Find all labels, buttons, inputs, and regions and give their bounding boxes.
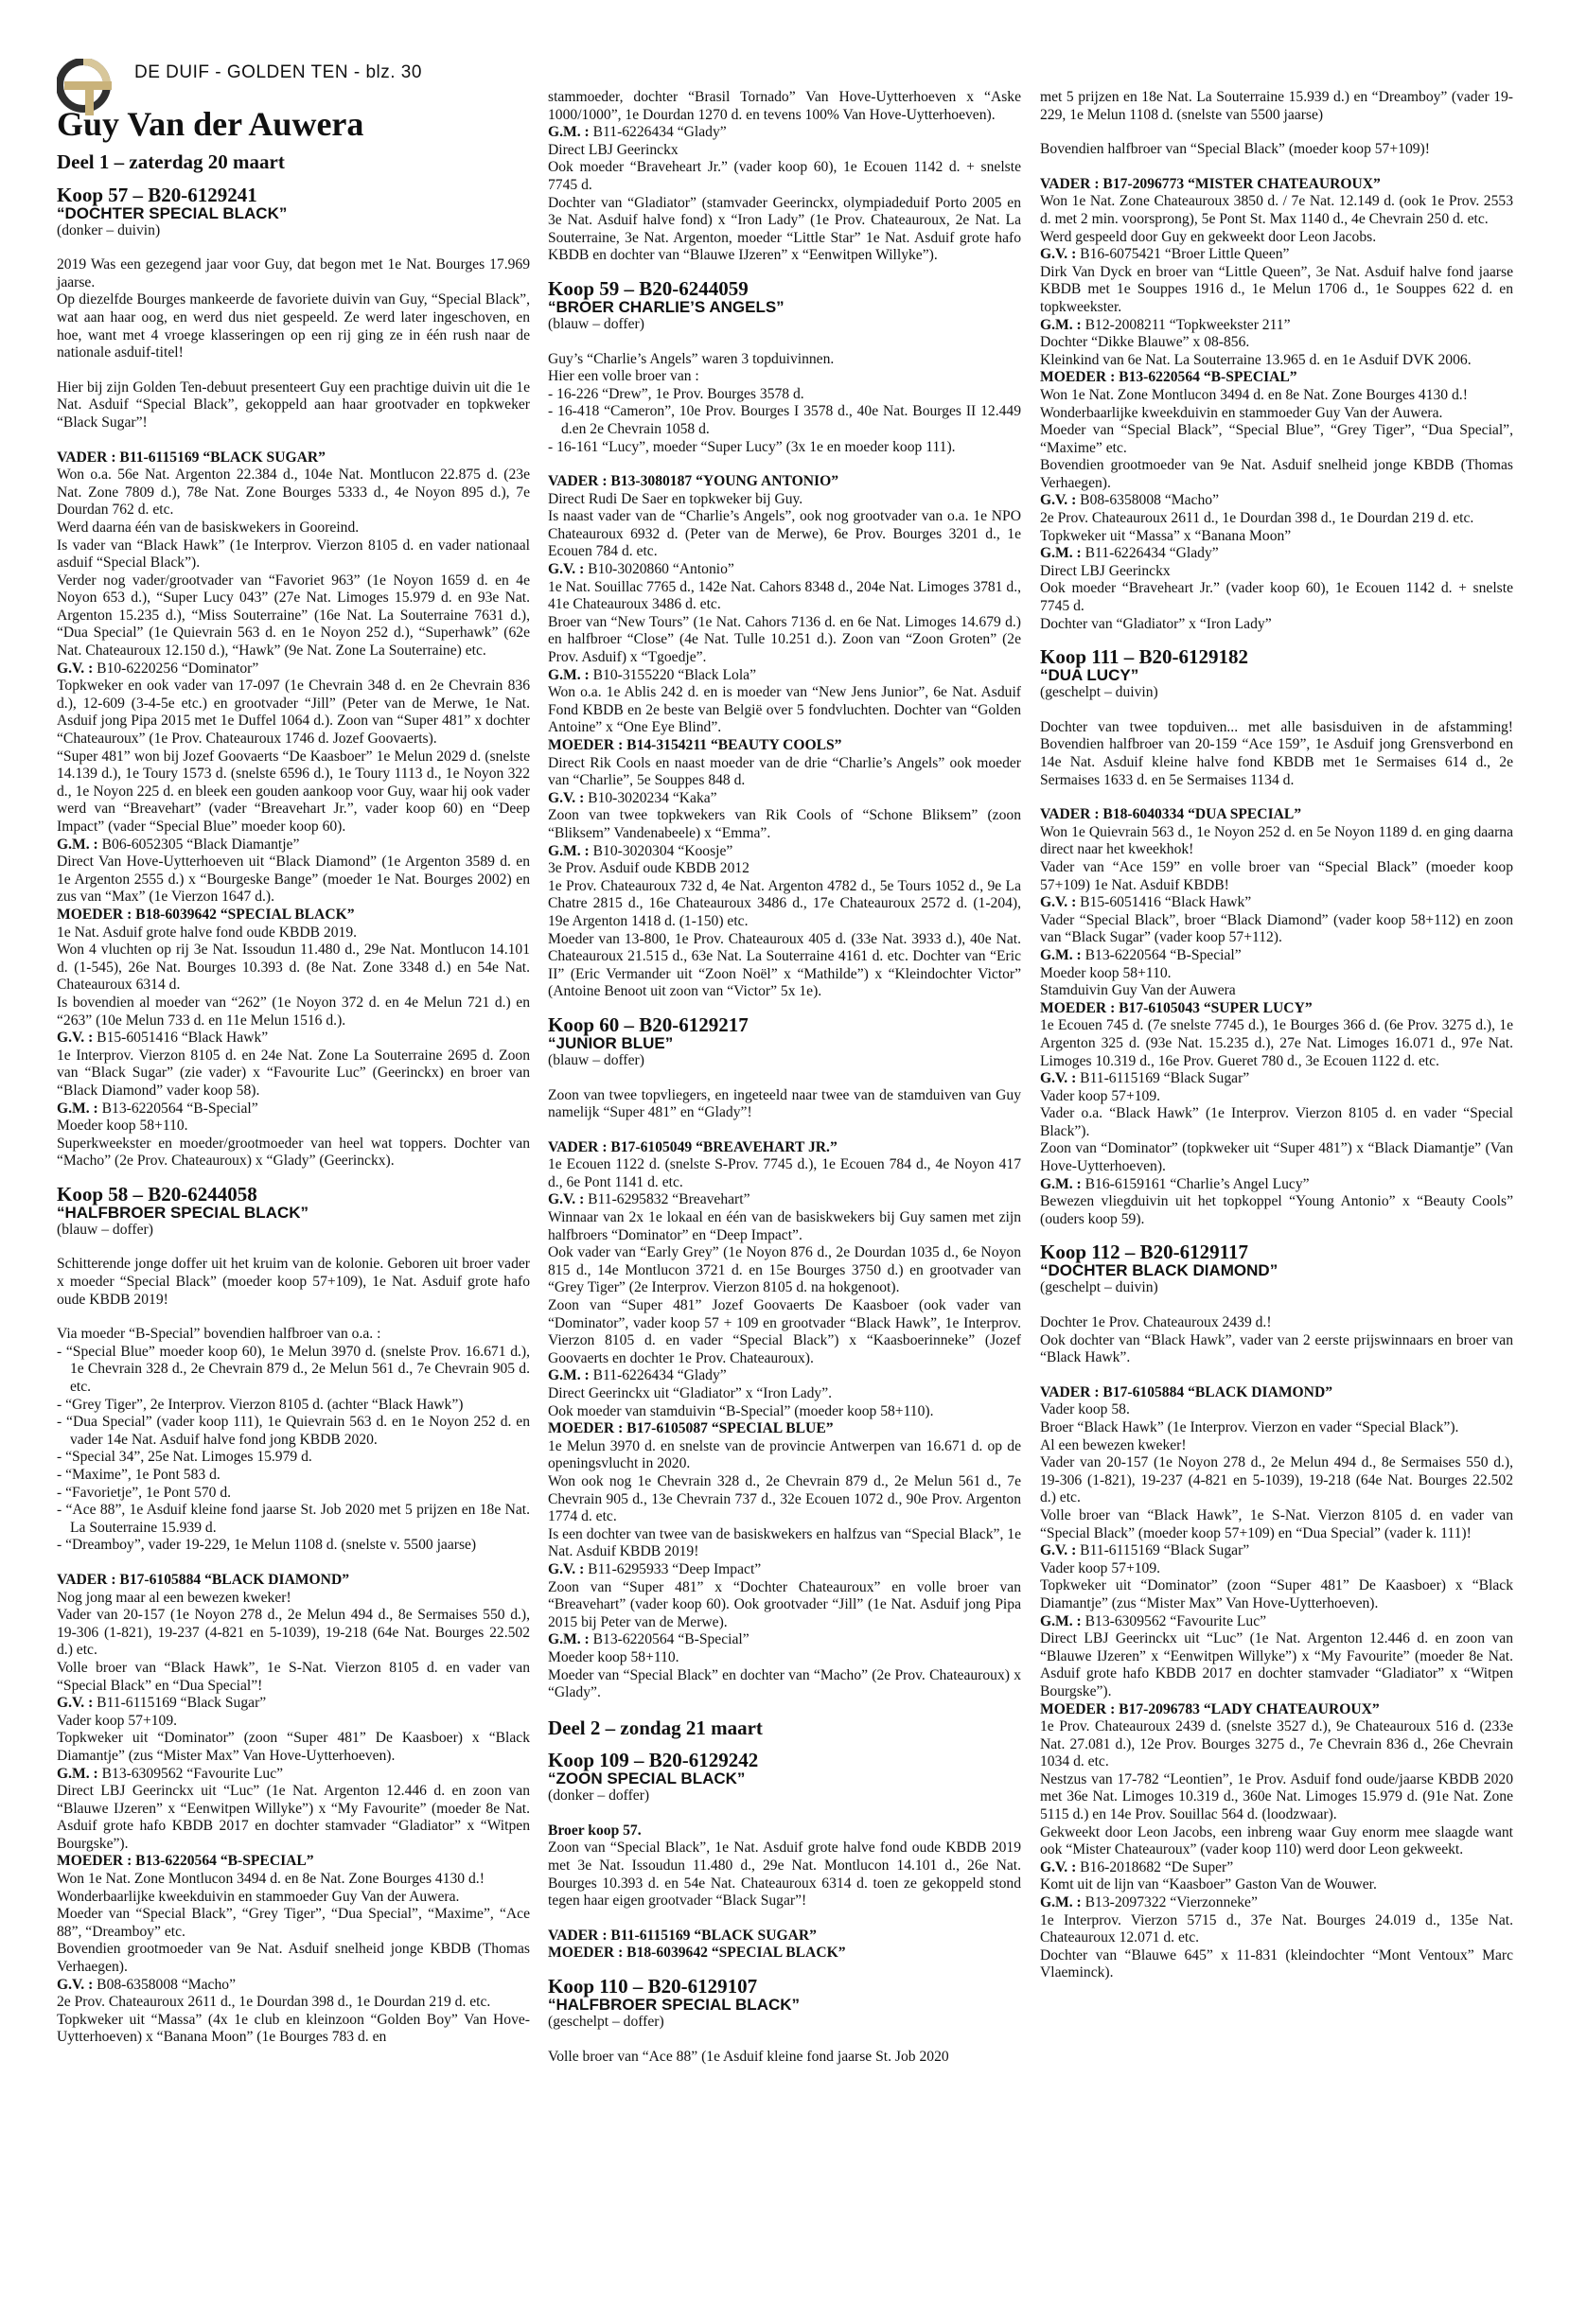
- lot-title: Koop 110 – B20-6129107: [548, 1975, 758, 1998]
- lot-name: “DOCHTER BLACK DIAMOND”: [1040, 1261, 1278, 1280]
- paragraph: 2019 Was een gezegend jaar voor Guy, dat begon met 1e Nat. Bourges 17.969 jaarse.: [57, 256, 530, 290]
- paragraph: Dochter van twee topduiven... met alle basisduiven in de afstamming! Bovendien halfbroer van 20-159 “Ace 159”, 1e Asduif jong Grensverbond en 14e Nat. Asduif kleine halve fond KBDB met 1e Sermaises 614 d., 2e Sermaises 1633 d. en 5e Sermaises 1134 d.: [1040, 718, 1513, 788]
- paragraph: Nestzus van 17-782 “Leontien”, 1e Prov. Asduif fond oude/jaarse KBDB 2020 met 36e Nat. Limoges 10.319 d., 360e Nat. Limoges 15.979 d. (91e Nat. Zone 5115 d.) en 14e Prov. Souillac 564 d. (loodzwaar).: [1040, 1770, 1513, 1823]
- lot-name: “JUNIOR BLUE”: [548, 1033, 674, 1052]
- grandsire-label: G.V. :: [548, 1560, 585, 1577]
- granddam-value: B13-6220564 “B-Special”: [97, 1100, 258, 1117]
- list-item: - “Dua Special” (vader koop 111), 1e Quievrain 563 d. en 1e Noyon 252 d. en vader 14e Nat. Asduif halve fond jong KBDB 2020.: [57, 1414, 530, 1448]
- paragraph: Hier een volle broer van :: [548, 368, 699, 385]
- pedigree-line: [548, 124, 1021, 142]
- pedigree-line: [1040, 317, 1513, 335]
- paragraph: Vader van 20-157 (1e Noyon 278 d., 2e Melun 494 d., 8e Sermaises 550 d.), 19-306 (1-821), 19-237 (4-821 en 5-1039), 19-218 (64e Nat. Bourges 22.502 d.) etc.: [57, 1607, 530, 1659]
- magazine-header: DE DUIF - GOLDEN TEN - blz. 30: [134, 62, 422, 82]
- paragraph: Wonderbaarlijke kweekduivin en stammoeder Guy Van der Auwera.: [57, 1888, 460, 1905]
- pedigree-line: [1040, 1542, 1513, 1560]
- grandsire-value: B11-6115169 “Black Sugar”: [1076, 1070, 1250, 1087]
- paragraph: Stamduivin Guy Van der Auwera: [1040, 982, 1236, 999]
- granddam-value: B13-2097322 “Vierzonneke”: [1081, 1894, 1258, 1911]
- paragraph: Gekweekt door Leon Jacobs, een inbreng waar Guy enorm mee slaagde want ook “Mister Chateauroux” (vader koop 110) werd door Leon gekweekt.: [1040, 1823, 1513, 1858]
- paragraph: Vader koop 57+109.: [1040, 1559, 1161, 1576]
- grandsire-label: G.V. :: [548, 561, 585, 578]
- paragraph: Hier bij zijn Golden Ten-debuut presenteert Guy een prachtige duivin uit die 1e Nat. Asduif “Special Black”, gekoppeld aan haar grootvader en topkweker “Black Sugar”!: [57, 379, 530, 431]
- paragraph: Wonderbaarlijke kweekduivin en stammoeder Guy Van der Auwera.: [1040, 404, 1443, 421]
- pedigree-line: [57, 1030, 530, 1048]
- paragraph: Dirk Van Dyck en broer van “Little Queen”, 3e Nat. Asduif halve fond jaarse KBDB met 1e Souppes 1916 d., 1e Melun 1706 d., 1e Souppes 622 d. en topkweekster.: [1040, 263, 1513, 315]
- lot-name: “BROER CHARLIE’S ANGELS”: [548, 297, 785, 316]
- paragraph: Bovendien grootmoeder van 9e Nat. Asduif snelheid jonge KBDB (Thomas Verhaegen).: [57, 1941, 530, 1976]
- paragraph: Direct Rik Cools en naast moeder van de drie “Charlie’s Angels” ook moeder van “Charlie”, 5e Souppes 848 d.: [548, 754, 1021, 789]
- paragraph: Won 1e Quievrain 563 d., 1e Noyon 252 d. en 5e Noyon 1189 d. en ging daarna direct naar het kweekhok!: [1040, 823, 1513, 858]
- list-item: - “Favorietje”, 1e Pont 570 d.: [57, 1484, 232, 1501]
- paragraph: 1e Ecouen 745 d. (7e snelste 7745 d.), 1e Bourges 366 d. (6e Prov. 3275 d.), 1e Argenton 325 d. (93e Nat. 15.235 d.), 27e Nat. Limoges 16.071 d., 97e Nat. Limoges 10.319 d., 16e Prov. Gueret 780 d., 3e Ecouen 1122 d. etc.: [1040, 1017, 1513, 1069]
- paragraph: Moeder koop 58+110.: [1040, 964, 1172, 981]
- paragraph: Verder nog vader/grootvader van “Favoriet 963” (1e Noyon 1659 d. en 4e Noyon 653 d.), “Super Lucy 043” (27e Nat. Limoges 15.979 d. en 93e Nat. Argenton 15.235 d.), “Miss Souterraine” (16e Nat. La Souterraine 7631 d.), “Dua Special” (1e Quievrain 563 d. en 1e Noyon 252 d.), “Superhawk” (62e Nat. Chateauroux 12.150 d.), “Hawk” (9e Nat. Zone La Souterraine) etc.: [57, 572, 530, 660]
- pedigree-line: [548, 667, 1021, 685]
- paragraph: Kleinkind van 6e Nat. La Souterraine 13.965 d. en 1e Asduif DVK 2006.: [1040, 351, 1472, 368]
- pedigree-line: [57, 1100, 530, 1118]
- paragraph: Dochter van “Gladiator” x “Iron Lady”: [1040, 615, 1272, 632]
- paragraph: Dochter “Dikke Blauwe” x 08-856.: [1040, 334, 1250, 351]
- granddam-label: G.M. :: [1040, 1612, 1082, 1629]
- grandsire-label: G.V. :: [1040, 246, 1077, 263]
- pedigree-line: [1040, 1176, 1513, 1194]
- paragraph: Topkweker uit “Massa” x “Banana Moon”: [1040, 527, 1292, 544]
- paragraph: 1e Melun 3970 d. en snelste van de provincie Antwerpen van 16.671 d. op de openingsvlucht in 2020.: [548, 1437, 1021, 1472]
- sire-heading: VADER : B11-6115169 “BLACK SUGAR”: [57, 449, 326, 466]
- paragraph: Moeder van 13-800, 1e Prov. Chateauroux 405 d. (33e Nat. 3933 d.), 40e Nat. Chateauroux 21.515 d., 63e Nat. La Souterraine 4161 d. etc. Dochter van “Eric II” (Eric Vermander uit “Zoon Noël” x “Mathilde”) x “Kleindochter Victor” (Antoine Benoot uit zoon van “Victor” 5x 1e).: [548, 930, 1021, 1000]
- paragraph: Direct LBJ Geerinckx: [548, 141, 679, 158]
- sire-heading: VADER : B17-6105884 “BLACK DIAMOND”: [57, 1571, 349, 1588]
- paragraph: Direct LBJ Geerinckx uit “Luc” (1e Nat. Argenton 12.446 d. en zoon van “Blauwe IJzeren” x “Eenwitpen Willyke”) x “My Favourite” (moeder 8e Nat. Asduif grote hafo KBDB 2017 en dochter stamvader “Gladiator” x “Witpen Bourgske”).: [57, 1783, 530, 1852]
- paragraph: Ook moeder van stamduivin “B-Special” (moeder koop 58+110).: [548, 1402, 934, 1419]
- paragraph: 1e Interprov. Vierzon 5715 d., 37e Nat. Bourges 24.019 d., 135e Nat. Chateauroux 12.071 d. etc.: [1040, 1911, 1513, 1946]
- granddam-value: B13-6309562 “Favourite Luc”: [1081, 1612, 1267, 1629]
- granddam-label: G.M. :: [1040, 1175, 1082, 1192]
- grandsire-value: B11-6115169 “Black Sugar”: [93, 1695, 267, 1712]
- dam-heading: MOEDER : B13-6220564 “B-SPECIAL”: [57, 1853, 314, 1870]
- lot-description: (blauw – doffer): [548, 315, 644, 332]
- list-item: - “Dreamboy”, vader 19-229, 1e Melun 1108 d. (snelste v. 5500 jaarse): [57, 1537, 477, 1554]
- paragraph: Volle broer van “Ace 88” (1e Asduif kleine fond jaarse St. Job 2020: [548, 2048, 949, 2065]
- grandsire-label: G.V. :: [548, 789, 585, 806]
- paragraph: 1e Ecouen 1122 d. (snelste S-Prov. 7745 d.), 1e Ecouen 784 d., 4e Noyon 417 d., 6e Pont 1141 d. etc.: [548, 1156, 1021, 1190]
- granddam-value: B10-3020304 “Koosje”: [589, 842, 733, 859]
- paragraph: Zoon van twee topvliegers, en ingeteeld naar twee van de stamduiven van Guy namelijk “Super 481” en “Glady”!: [548, 1086, 1021, 1121]
- granddam-label: G.M. :: [1040, 545, 1082, 562]
- grandsire-label: G.V. :: [57, 660, 94, 677]
- column-3: [1040, 89, 1513, 1982]
- paragraph: Direct Geerinckx uit “Gladiator” x “Iron Lady”.: [548, 1385, 833, 1401]
- lot-title: Koop 112 – B20-6129117: [1040, 1241, 1248, 1264]
- lot-description: (donker – duivin): [57, 221, 161, 238]
- granddam-value: B06-6052305 “Black Diamantje”: [97, 836, 300, 853]
- pedigree-line: [548, 561, 1021, 579]
- paragraph: 2e Prov. Chateauroux 2611 d., 1e Dourdan 398 d., 1e Dourdan 219 d. etc.: [1040, 510, 1474, 527]
- paragraph: 1e Nat. Souillac 7765 d., 142e Nat. Cahors 8348 d., 204e Nat. Limoges 3781 d., 41e Chateauroux 3486 d. etc.: [548, 578, 1021, 613]
- pedigree-line: [1040, 947, 1513, 965]
- paragraph: Volle broer van “Black Hawk”, 1e S-Nat. Vierzon 8105 d. en vader van “Special Black” en “Dua Special”!: [57, 1659, 530, 1694]
- sire-heading: VADER : B17-6105884 “BLACK DIAMOND”: [1040, 1383, 1332, 1400]
- paragraph: 1e Prov. Chateauroux 2439 d. (snelste 3527 d.), 9e Chateauroux 516 d. (233e Nat. 27.081 d.), 12e Prov. Bourges 3275 d., 7e Chevrain 836 d., 26e Chevrain 1034 d. etc.: [1040, 1718, 1513, 1770]
- pedigree-line: [548, 790, 1021, 808]
- grandsire-label: G.V. :: [1040, 1070, 1077, 1087]
- granddam-label: G.M. :: [1040, 1894, 1082, 1911]
- list-item: - “Special 34”, 25e Nat. Limoges 15.979 d.: [57, 1449, 312, 1466]
- grandsire-label: G.V. :: [57, 1030, 94, 1047]
- paragraph: Moeder van “Special Black”, “Special Blue”, “Grey Tiger”, “Dua Special”, “Maxime” etc.: [1040, 422, 1513, 456]
- sire-heading: VADER : B13-3080187 “YOUNG ANTONIO”: [548, 473, 838, 490]
- granddam-value: B13-6220564 “B-Special”: [1081, 946, 1242, 963]
- granddam-value: B11-6226434 “Glady”: [589, 1367, 727, 1384]
- granddam-value: B16-6159161 “Charlie’s Angel Lucy”: [1081, 1175, 1310, 1192]
- granddam-label: G.M. :: [548, 124, 590, 141]
- lot-description: (geschelpt – doffer): [548, 2014, 664, 2031]
- paragraph: “Super 481” won bij Jozef Goovaerts “De Kaasboer” 1e Melun 2029 d. (snelste 14.139 d.), 1e Toury 1573 d. (snelste 6596 d.), 1e Toury 1113 d., 1e Noyon 322 d., 1e Noyon 225 d. en bleek een gouden aankoop voor Guy, waar hij ook vader werd van “Breavehart” (vader “Breavehart Jr.”, vader koop 60) en “Deep Impact” (vader “Special Blue” moeder koop 60).: [57, 748, 530, 835]
- lot-name: “HALFBROER SPECIAL BLACK”: [548, 1996, 801, 2015]
- grandsire-value: B08-6358008 “Macho”: [1076, 492, 1219, 509]
- dam-heading: MOEDER : B14-3154211 “BEAUTY COOLS”: [548, 737, 842, 753]
- paragraph: Is een dochter van twee van de basiskwekers en halfzus van “Special Black”, 1e Nat. Asduif KBDB 2019!: [548, 1525, 1021, 1560]
- paragraph: Topkweker uit “Dominator” (zoon “Super 481” De Kaasboer) x “Black Diamantje” (zus “Mister Max” Van Hove-Uytterhoeven).: [1040, 1577, 1513, 1611]
- paragraph: Topkweker en ook vader van 17-097 (1e Chevrain 348 d. en 2e Chevrain 836 d.), 12-609 (3-4-5e etc.) en grootvader “Jill” (Peter van de Merwe, 1e Nat. Asduif jong Pipa 2015 met 1e Duffel 1064 d.). Zoon van “Super 481” x dochter “Chateauroux” (1e Prov. Chateauroux 1746 d. Jozef Goovaerts).: [57, 678, 530, 748]
- paragraph: Vader “Special Black”, broer “Black Diamond” (vader koop 58+112) en zoon van “Black Sugar” (vader koop 57+112).: [1040, 911, 1513, 946]
- paragraph: Ook dochter van “Black Hawk”, vader van 2 eerste prijswinnaars en broer van “Black Hawk”.: [1040, 1331, 1513, 1366]
- paragraph: Is vader van “Black Hawk” (1e Interprov. Vierzon 8105 d. en vader nationaal asduif “Special Black”).: [57, 537, 530, 572]
- dam-heading: MOEDER : B13-6220564 “B-SPECIAL”: [1040, 369, 1297, 386]
- lot-name: “DOCHTER SPECIAL BLACK”: [57, 203, 288, 222]
- grandsire-value: B15-6051416 “Black Hawk”: [1076, 894, 1252, 911]
- dam-heading: MOEDER : B18-6039642 “SPECIAL BLACK”: [548, 1945, 846, 1962]
- paragraph: Ook vader van “Early Grey” (1e Noyon 876 d., 2e Dourdan 1035 d., 6e Noyon 815 d., 14e Montlucon 3721 d. en 15e Bourges 3750 d.) en grootvader van “Grey Tiger” (2e Interprov. Vierzon 8105 d. na hokgenoot).: [548, 1244, 1021, 1296]
- paragraph: Moeder van “Special Black” en dochter van “Macho” (2e Prov. Chateauroux) x “Glady”.: [548, 1666, 1021, 1701]
- lot-name: “DUA LUCY”: [1040, 666, 1139, 685]
- granddam-label: G.M. :: [57, 836, 98, 853]
- paragraph: Moeder koop 58+110.: [548, 1648, 679, 1665]
- pedigree-line: [1040, 1894, 1513, 1912]
- lot-title: Koop 59 – B20-6244059: [548, 276, 749, 300]
- list-item: - 16-226 “Drew”, 1e Prov. Bourges 3578 d.: [548, 385, 804, 402]
- paragraph: 1e Interprov. Vierzon 8105 d. en 24e Nat. Zone La Souterraine 2695 d. Zoon van “Black Sugar” (zie vader) x “Favourite Luc” (Geerinckx) en broer van “Black Diamond” vader koop 58).: [57, 1047, 530, 1099]
- paragraph: Al een bewezen kweker!: [1040, 1436, 1187, 1453]
- granddam-label: G.M. :: [548, 666, 590, 683]
- grandsire-label: G.V. :: [1040, 492, 1077, 509]
- paragraph: Won 1e Nat. Zone Chateauroux 3850 d. / 7e Nat. 12.149 d. (ook 1e Prov. 2553 d. met 2 min. voorsprong), 5e Pont St. Max 1140 d., 4e Chevrain 250 d. etc.: [1040, 193, 1513, 227]
- sire-heading: VADER : B17-6105049 “BREAVEHART JR.”: [548, 1138, 838, 1155]
- paragraph: Topkweker uit “Massa” (4x 1e club en kleinzoon “Golden Boy” Van Hove-Uytterhoeven) x “Banana Moon” (1e Bourges 783 d. en: [57, 2011, 530, 2046]
- paragraph: Dochter van “Gladiator” (stamvader Geerinckx, olympiadeduif Porto 2005 en 3e Nat. Asduif halve fond) x “Iron Lady” (1e Prov. Chateauroux, 2e Nat. La Souterraine, 3e Nat. Argenton, moeder “Little Star” 1e Nat. Asduif grote hafo KBDB en dochter van “Blauwe IJzeren” x “Eenwitpen Willyke”).: [548, 194, 1021, 264]
- paragraph: Via moeder “B-Special” bovendien halfbroer van o.a. :: [57, 1326, 381, 1343]
- lot-description: (blauw – doffer): [57, 1221, 153, 1238]
- paragraph: Dochter 1e Prov. Chateauroux 2439 d.!: [1040, 1314, 1272, 1331]
- lot-name: “HALFBROER SPECIAL BLACK”: [57, 1203, 309, 1222]
- paragraph: Direct LBJ Geerinckx uit “Luc” (1e Nat. Argenton 12.446 d. en zoon van “Blauwe IJzeren” x “Eenwitpen Willyke”) x “My Favourite” (moeder 8e Nat. Asduif grote hafo KBDB 2017 en dochter stamvader “Gladiator” x “Witpen Bourgske”).: [1040, 1630, 1513, 1699]
- paragraph: Superkweekster en moeder/grootmoeder van heel wat toppers. Dochter van “Macho” (2e Prov. Chateauroux) x “Glady” (Geerinckx).: [57, 1135, 530, 1170]
- lot-description: (geschelpt – duivin): [1040, 684, 1158, 701]
- column-2: [548, 89, 1021, 2066]
- dam-heading: MOEDER : B17-6105087 “SPECIAL BLUE”: [548, 1420, 834, 1437]
- paragraph: Broer koop 57.: [548, 1822, 642, 1839]
- lot-title: Koop 58 – B20-6244058: [57, 1182, 257, 1206]
- pedigree-line: [548, 1191, 1021, 1209]
- granddam-value: B12-2008211 “Topkweekster 211”: [1081, 316, 1291, 333]
- paragraph: Topkweker uit “Dominator” (zoon “Super 481” De Kaasboer) x “Black Diamantje” (zus “Mister Max” Van Hove-Uytterhoeven).: [57, 1730, 530, 1764]
- paragraph: 3e Prov. Asduif oude KBDB 2012: [548, 860, 749, 877]
- pedigree-line: [548, 1367, 1021, 1385]
- list-item: - 16-161 “Lucy”, moeder “Super Lucy” (3x 1e en moeder koop 111).: [548, 438, 956, 455]
- paragraph: Direct Rudi De Saer en topkweker bij Guy.: [548, 490, 803, 507]
- lot-name: “ZOON SPECIAL BLACK”: [548, 1769, 746, 1788]
- pedigree-line: [57, 1695, 530, 1713]
- granddam-value: B13-6309562 “Favourite Luc”: [97, 1765, 284, 1782]
- paragraph: Zoon van “Super 481” Jozef Goovaerts De Kaasboer (ook vader van “Dominator”, vader koop 57 + 109 en grootvader “Black Hawk”, 1e Interprov. Vierzon 8105 d. en vader “Special Black”) x “Kaasboerinneke” (Jozef Goovaerts en dochter 1e Prov. Chateauroux).: [548, 1297, 1021, 1366]
- grandsire-value: B10-6220256 “Dominator”: [93, 660, 259, 677]
- paragraph: Broer van “New Tours” (1e Nat. Cahors 7136 d. en 6e Nat. Limoges 14.679 d.) en halfbroer “Close” (4e Nat. Tulle 10.251 d.). Zoon van “Zoon Groten” (2e Prov. Asduif) x “Tgoedje”.: [548, 613, 1021, 666]
- paragraph: Vader van 20-157 (1e Noyon 278 d., 2e Melun 494 d., 8e Sermaises 550 d.), 19-306 (1-821), 19-237 (4-821 en 5-1039), 19-218 (64e Nat. Bourges 22.502 d.) etc.: [1040, 1454, 1513, 1506]
- paragraph: Zoon van “Special Black”, 1e Nat. Asduif grote halve fond oude KBDB 2019 met 3e Nat. Issoudun 11.480 d., 29e Nat. Montlucon 14.101 d., 26e Nat. Bourges 10.393 d. en 54e Nat. Chateauroux 6314 d. toen ze gekoppeld stond tegen haar eigen grootvader “Black Sugar”!: [548, 1840, 1021, 1910]
- lot-description: (geschelpt – duivin): [1040, 1279, 1158, 1296]
- paragraph: Direct Van Hove-Uytterhoeven uit “Black Diamond” (1e Argenton 3589 d. en 1e Argenton 2555 d.) x “Bourgeske Bange” (moeder 1e Nat. Bourges 2002) en zus van “Max” (1e Vierzon 1647 d.).: [57, 854, 530, 906]
- grandsire-label: G.V. :: [1040, 1858, 1077, 1875]
- lot-title: Koop 60 – B20-6129217: [548, 1012, 749, 1036]
- paragraph: Werd daarna één van de basiskwekers in Gooreind.: [57, 519, 360, 536]
- granddam-label: G.M. :: [1040, 316, 1082, 333]
- paragraph: Volle broer van “Black Hawk”, 1e S-Nat. Vierzon 8105 d. en vader van “Special Black” (moeder koop 57+109) en “Dua Special” (vader k. 111)!: [1040, 1506, 1513, 1541]
- paragraph: 1e Nat. Asduif grote halve fond oude KBDB 2019.: [57, 924, 358, 941]
- paragraph: Won o.a. 1e Ablis 242 d. en is moeder van “New Jens Junior”, 6e Nat. Asduif Fond KBDB en 2e beste van België over 5 fondvluchten. Dochter van “Golden Antoine” x “One Eye Blind”.: [548, 684, 1021, 736]
- sire-heading: VADER : B18-6040334 “DUA SPECIAL”: [1040, 806, 1302, 823]
- pedigree-line: [548, 843, 1021, 861]
- grandsire-label: G.V. :: [57, 1695, 94, 1712]
- paragraph: Broer “Black Hawk” (1e Interprov. Vierzon en vader “Special Black”).: [1040, 1419, 1459, 1435]
- list-item: - “Special Blue” moeder koop 60), 1e Melun 3970 d. (snelste Prov. 16.671 d.), 1e Chevrain 328 d., 2e Chevrain 879 d., 2e Melun 561 d., 7e Chevrain 905 d. etc.: [57, 1343, 530, 1396]
- granddam-label: G.M. :: [1040, 946, 1082, 963]
- lot-title: Koop 57 – B20-6129241: [57, 183, 257, 206]
- granddam-value: B10-3155220 “Black Lola”: [589, 666, 757, 683]
- granddam-label: G.M. :: [548, 842, 590, 859]
- grandsire-label: G.V. :: [1040, 894, 1077, 911]
- grandsire-value: B16-2018682 “De Super”: [1076, 1858, 1234, 1875]
- paragraph: Guy’s “Charlie’s Angels” waren 3 topduivinnen.: [548, 350, 835, 367]
- paragraph: Is bovendien al moeder van “262” (1e Noyon 372 d. en 4e Melun 721 d.) en “263” (10e Melun 733 d. en 11e Melun 1516 d.).: [57, 994, 530, 1029]
- paragraph: Vader koop 57+109.: [57, 1712, 178, 1729]
- part-heading: Deel 2 – zondag 21 maart: [548, 1716, 763, 1739]
- grandsire-label: G.V. :: [57, 1976, 94, 1993]
- paragraph: Bovendien grootmoeder van 9e Nat. Asduif snelheid jonge KBDB (Thomas Verhaegen).: [1040, 457, 1513, 491]
- grandsire-value: B15-6051416 “Black Hawk”: [93, 1030, 269, 1047]
- pedigree-line: [548, 1631, 1021, 1649]
- paragraph: Op diezelfde Bourges mankeerde de favoriete duivin van Guy, “Special Black”, wat aan haar oog, en werd dus niet gespeeld. Ze werd later ingeschoven, en hoe, want met 4 vroege klasseringen op een rij ging ze in één rush naar de nationale asduif-titel!: [57, 291, 530, 361]
- list-item: - 16-418 “Cameron”, 10e Prov. Bourges I 3578 d., 40e Nat. Bourges II 12.449 d.en 2e Chevrain 1058 d.: [548, 403, 1021, 437]
- paragraph: Vader koop 57+109.: [1040, 1087, 1161, 1104]
- lot-title: Koop 111 – B20-6129182: [1040, 645, 1248, 669]
- grandsire-value: B10-3020234 “Kaka”: [584, 789, 717, 806]
- pedigree-line: [1040, 1859, 1513, 1877]
- grandsire-label: G.V. :: [1040, 1542, 1077, 1559]
- lot-description: (donker – doffer): [548, 1787, 650, 1805]
- paragraph: Zoon van “Dominator” (topkweker uit “Super 481”) x “Black Diamantje” (Van Hove-Uytterhoeven).: [1040, 1140, 1513, 1175]
- pedigree-line: [548, 1561, 1021, 1579]
- granddam-value: B13-6220564 “B-Special”: [589, 1631, 749, 1648]
- lot-description: (blauw – doffer): [548, 1051, 644, 1068]
- grandsire-value: B11-6115169 “Black Sugar”: [1076, 1542, 1250, 1559]
- paragraph: Moeder koop 58+110.: [57, 1118, 188, 1135]
- granddam-label: G.M. :: [57, 1765, 98, 1782]
- lot-title: Koop 109 – B20-6129242: [548, 1749, 759, 1772]
- granddam-label: G.M. :: [548, 1631, 590, 1648]
- paragraph: Direct LBJ Geerinckx: [1040, 562, 1171, 579]
- paragraph: Vader o.a. “Black Hawk” (1e Interprov. Vierzon 8105 d. en vader “Special Black”).: [1040, 1105, 1513, 1139]
- paragraph: Dochter van “Blauwe 645” x 11-831 (kleindochter “Mont Ventoux” Marc Vlaeminck).: [1040, 1946, 1513, 1981]
- paragraph: 2e Prov. Chateauroux 2611 d., 1e Dourdan 398 d., 1e Dourdan 219 d. etc.: [57, 1994, 491, 2011]
- list-item: - “Ace 88”, 1e Asduif kleine fond jaarse St. Job 2020 met 5 prijzen en 18e Nat. La Souterraine 15.939 d.: [57, 1502, 530, 1536]
- paragraph: Won ook nog 1e Chevrain 328 d., 2e Chevrain 879 d., 2e Melun 561 d., 7e Chevrain 905 d., 13e Chevrain 737 d., 32e Ecouen 1072 d., 90e Prov. Argenton 1774 d. etc.: [548, 1472, 1021, 1525]
- paragraph: Zoon van “Super 481” x “Dochter Chateauroux” en volle broer van “Breavehart” (vader koop 60). Ook grootvader “Jill” (1e Nat. Asduif jong Pipa 2015 bij Peter van de Merwe).: [548, 1578, 1021, 1630]
- paragraph: Won 4 vluchten op rij 3e Nat. Issoudun 11.480 d., 29e Nat. Montlucon 14.101 d. (1-545), 26e Nat. Bourges 10.393 d. (8e Nat. Zone 3348 d.) en 54e Nat. Chateauroux 6314 d.: [57, 942, 530, 994]
- part-heading: Deel 1 – zaterdag 20 maart: [57, 150, 285, 173]
- dam-heading: MOEDER : B18-6039642 “SPECIAL BLACK”: [57, 906, 355, 923]
- column-1: [57, 150, 530, 2047]
- dam-heading: MOEDER : B17-6105043 “SUPER LUCY”: [1040, 999, 1313, 1016]
- paragraph: Vader koop 58.: [1040, 1401, 1130, 1418]
- grandsire-label: G.V. :: [548, 1191, 585, 1208]
- grandsire-value: B10-3020860 “Antonio”: [584, 561, 734, 578]
- paragraph: Zoon van twee topkwekers van Rik Cools of “Schone Bliksem” (zoon “Bliksem” Vandenabeele) x “Emma”.: [548, 807, 1021, 841]
- grandsire-value: B08-6358008 “Macho”: [93, 1976, 236, 1993]
- pedigree-line: [57, 1977, 530, 1995]
- pedigree-line: [57, 836, 530, 854]
- paragraph: Komt uit de lijn van “Kaasboer” Gaston Van de Wouwer.: [1040, 1876, 1377, 1893]
- paragraph: Ook moeder “Braveheart Jr.” (vader koop 60), 1e Ecouen 1142 d. + snelste 7745 d.: [548, 159, 1021, 193]
- paragraph: 1e Prov. Chateauroux 732 d, 4e Nat. Argenton 4782 d., 5e Tours 1052 d., 9e La Chatre 2815 d., 16e Chateauroux 3486 d., 17e Chateauroux 2572 d. (1-204), 19e Argenton 1418 d. (1-150) etc.: [548, 877, 1021, 929]
- page-title: Guy Van der Auwera: [57, 105, 364, 143]
- pedigree-line: [1040, 246, 1513, 264]
- grandsire-value: B11-6295933 “Deep Impact”: [584, 1560, 762, 1577]
- paragraph: Moeder van “Special Black”, “Grey Tiger”, “Dua Special”, “Maxime”, “Ace 88”, “Dreamboy” etc.: [57, 1906, 530, 1940]
- paragraph: Bovendien halfbroer van “Special Black” (moeder koop 57+109)!: [1040, 141, 1430, 158]
- paragraph: Won 1e Nat. Zone Montlucon 3494 d. en 8e Nat. Zone Bourges 4130 d.!: [1040, 386, 1468, 403]
- granddam-label: G.M. :: [57, 1100, 98, 1117]
- pedigree-line: [57, 1766, 530, 1784]
- paragraph: Ook moeder “Braveheart Jr.” (vader koop 60), 1e Ecouen 1142 d. + snelste 7745 d.: [1040, 580, 1513, 615]
- paragraph: Bewezen vliegduivin uit het topkoppel “Young Antonio” x “Beauty Cools” (ouders koop 59).: [1040, 1193, 1513, 1227]
- grandsire-value: B16-6075421 “Broer Little Queen”: [1076, 246, 1290, 263]
- pedigree-line: [57, 660, 530, 678]
- list-item: - “Maxime”, 1e Pont 583 d.: [57, 1467, 220, 1483]
- paragraph: Schitterende jonge doffer uit het kruim van de kolonie. Geboren uit broer vader x moeder “Special Black” (moeder koop 57+109), 1e Nat. Asduif grote hafo oude KBDB 2019!: [57, 1256, 530, 1308]
- granddam-value: B11-6226434 “Glady”: [1081, 545, 1219, 562]
- pedigree-line: [1040, 492, 1513, 510]
- dam-heading: MOEDER : B17-2096783 “LADY CHATEAUROUX”: [1040, 1700, 1380, 1717]
- granddam-value: B11-6226434 “Glady”: [589, 124, 727, 141]
- sire-heading: VADER : B11-6115169 “BLACK SUGAR”: [548, 1927, 817, 1944]
- pedigree-line: [1040, 1613, 1513, 1631]
- paragraph: Won 1e Nat. Zone Montlucon 3494 d. en 8e Nat. Zone Bourges 4130 d.!: [57, 1871, 485, 1888]
- paragraph: Nog jong maar al een bewezen kweker!: [57, 1589, 291, 1606]
- paragraph: Won o.a. 56e Nat. Argenton 22.384 d., 104e Nat. Montlucon 22.875 d. (23e Nat. Zone 7809 d.), 78e Nat. Zone Bourges 5333 d., 4e Noyon 895 d.), 7e Dourdan 762 d. etc.: [57, 467, 530, 519]
- paragraph: Is naast vader van de “Charlie’s Angels”, ook nog grootvader van o.a. 1e NPO Chateauroux 6932 d. (Peter van de Merwe), 6e Prov. Bourges 3201 d., 1e Ecouen 784 d. etc.: [548, 508, 1021, 560]
- pedigree-line: [1040, 545, 1513, 563]
- paragraph: stammoeder, dochter “Brasil Tornado” Van Hove-Uytterhoeven x “Aske 1000/1000”, 1e Dourdan 1270 d. en tevens 100% Van Hove-Uytterhoeven).: [548, 89, 1021, 123]
- paragraph: Werd gespeeld door Guy en gekweekt door Leon Jacobs.: [1040, 228, 1377, 245]
- grandsire-value: B11-6295832 “Breavehart”: [584, 1191, 750, 1208]
- paragraph: Vader van “Ace 159” en volle broer van “Special Black” (moeder koop 57+109) 1e Nat. Asduif KBDB!: [1040, 858, 1513, 893]
- list-item: - “Grey Tiger”, 2e Interprov. Vierzon 8105 d. (achter “Black Hawk”): [57, 1396, 464, 1413]
- granddam-label: G.M. :: [548, 1367, 590, 1384]
- sire-heading: VADER : B17-2096773 “MISTER CHATEAUROUX”: [1040, 175, 1381, 192]
- pedigree-line: [1040, 894, 1513, 912]
- pedigree-line: [1040, 1070, 1513, 1088]
- paragraph: met 5 prijzen en 18e Nat. La Souterraine 15.939 d.) en “Dreamboy” (vader 19-229, 1e Melun 1108 d. (snelste van 5500 jaarse): [1040, 89, 1513, 123]
- paragraph: Winnaar van 2x 1e lokaal en één van de basiskwekers bij Guy samen met zijn halfbroers “Dominator” en “Deep Impact”.: [548, 1209, 1021, 1243]
